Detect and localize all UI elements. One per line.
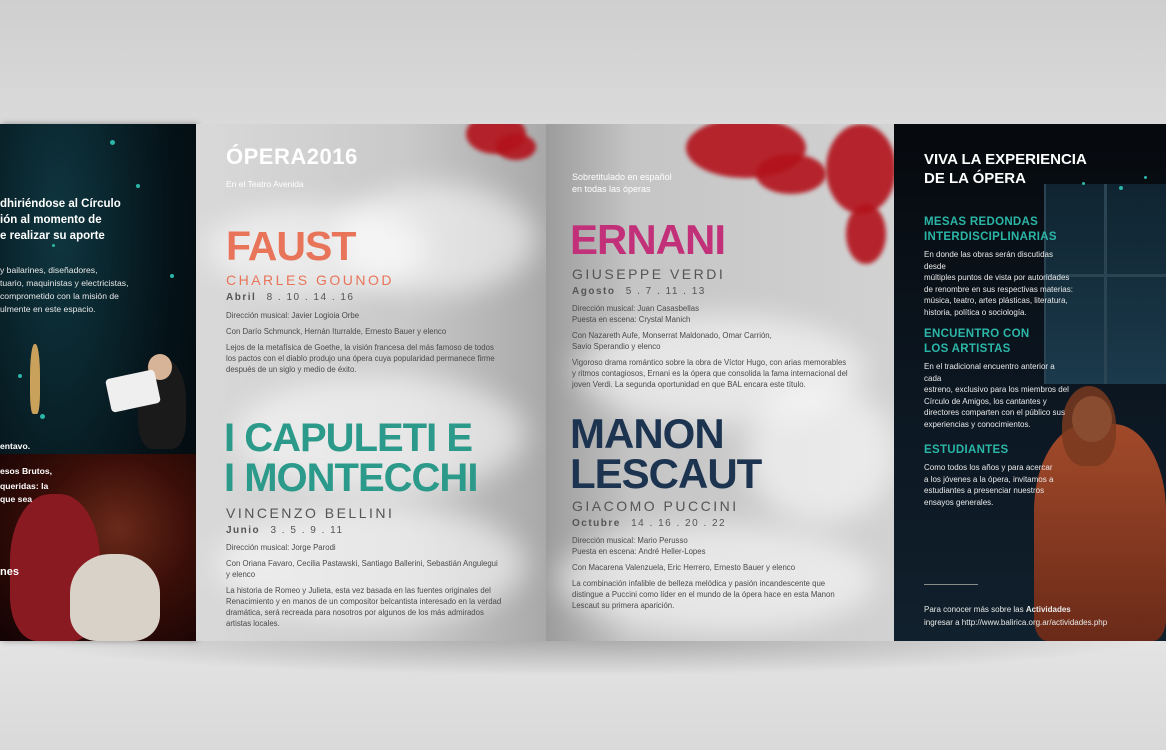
synopsis-ernani-1: Vigoroso drama romántico sobre la obra de Víctor Hugo, con arias memorables xyxy=(572,358,847,367)
subtitle-note-1: Sobretitulado en español xyxy=(572,172,672,182)
show-title-faust: FAUST xyxy=(226,223,356,269)
left-panel-fragment-2: esos Brutos, xyxy=(0,466,53,476)
synopsis-faust-3: después de un siglo y medio de éxito. xyxy=(226,365,357,374)
synopsis-capuleti-2: Renacimiento y en manos de un compositor belcantista interesado en la verdad xyxy=(226,597,502,606)
credit-capuleti-1: Dirección musical: Jorge Parodi xyxy=(226,543,336,552)
ink-splash xyxy=(756,154,826,194)
panel-heading-2: DE LA ÓPERA xyxy=(924,170,1026,187)
credit-manon-1: Dirección musical: Mario Perusso xyxy=(572,536,688,545)
dates-ernani xyxy=(572,286,706,297)
dates-capuleti xyxy=(226,525,344,536)
decor-dot xyxy=(1082,182,1085,185)
brochure-right-page xyxy=(546,124,894,641)
days-faust: 8 . 10 . 14 . 16 xyxy=(266,292,355,303)
panel-heading-1: VIVA LA EXPERIENCIA xyxy=(924,151,1087,168)
credit-ernani-3: Con Nazareth Aufe, Monserrat Maldonado, Omar Carrión, xyxy=(572,331,772,340)
section-title-mesas-1: MESAS REDONDAS xyxy=(924,216,1039,228)
credit-capuleti-2: Con Oriana Favaro, Cecilia Pastawski, Santiago Ballerini, Sebastián Angulegui xyxy=(226,559,498,568)
credit-ernani-2: Puesta en escena: Crystal Manich xyxy=(572,315,691,324)
footer-activities-bold: Actividades xyxy=(1025,605,1071,614)
left-panel-body-3: comprometido con la misión de xyxy=(0,291,119,301)
brand-title: ÓPERA2016 xyxy=(226,144,358,169)
synopsis-capuleti-3: dramática, será recreada para nosotros por algunos de los más admirados xyxy=(226,608,484,617)
month-faust: Abril xyxy=(226,292,257,303)
footer-prefix: Para conocer más sobre las xyxy=(924,605,1026,614)
synopsis-ernani-3: joven Verdi. La segunda oportunidad en que BAL encara este título. xyxy=(572,380,806,389)
decor-dot xyxy=(18,374,22,378)
section-body-estudiantes xyxy=(924,462,1074,508)
synopsis-ernani-2: y ritmos contagiosos, Ernani es la ópera que consolida la fama internacional del xyxy=(572,369,848,378)
credit-ernani-1: Dirección musical: Juan Casasbellas xyxy=(572,304,699,313)
days-manon: 14 . 16 . 20 . 22 xyxy=(631,518,727,529)
credit-capuleti-3: y elenco xyxy=(226,570,256,579)
section-body-line: En donde las obras serán discutidas desde xyxy=(924,250,1053,271)
footer-line-1 xyxy=(924,604,1144,616)
credit-faust-1: Dirección musical: Javier Logioia Orbe xyxy=(226,311,360,320)
decor-dot xyxy=(110,140,115,145)
left-panel-fragment-4: que sea xyxy=(0,494,33,504)
candelabra xyxy=(30,344,40,414)
credit-manon-2: Puesta en escena: André Heller-Lopes xyxy=(572,547,706,556)
composer-capuleti: VINCENZO BELLINI xyxy=(226,505,395,521)
composer-manon: GIACOMO PUCCINI xyxy=(572,498,739,514)
month-ernani: Agosto xyxy=(572,286,616,297)
composer-ernani: GIUSEPPE VERDI xyxy=(572,266,726,282)
decor-dot xyxy=(52,244,55,247)
window-frame xyxy=(1104,184,1107,384)
left-panel-body-1: y bailarines, diseñadores, xyxy=(0,265,98,275)
left-panel-fragment-1: entavo. xyxy=(0,441,31,451)
right-dark-panel xyxy=(894,124,1166,641)
left-panel-headline-3: e realizar su aporte xyxy=(0,230,105,242)
footer-link[interactable]: ingresar a http://www.balirica.org.ar/actividades.php xyxy=(924,618,1108,627)
show-title-ernani: ERNANI xyxy=(570,216,726,263)
section-body-line: a los jóvenes a la ópera, invitamos a xyxy=(924,474,1054,484)
synopsis-manon-3: Lescaut su primera aparición. xyxy=(572,601,675,610)
ink-splash xyxy=(826,124,894,214)
section-body-line: En el tradicional encuentro anterior a cada xyxy=(924,362,1055,383)
decor-dot xyxy=(136,184,140,188)
month-capuleti: Junio xyxy=(226,525,261,536)
section-body-line: de renombre en sus respectivas materias: xyxy=(924,284,1073,294)
days-ernani: 5 . 7 . 11 . 13 xyxy=(625,286,706,297)
section-body-line: historia, política o sociología. xyxy=(924,307,1027,317)
ink-splash xyxy=(846,204,886,264)
left-panel-headline-1: dhiriéndose al Círculo xyxy=(0,198,121,210)
synopsis-faust-2: los pactos con el diablo produjo una ópera cuya popularidad permanece firme xyxy=(226,354,495,363)
section-body-line: Círculo de Amigos, los cantantes y xyxy=(924,396,1047,406)
section-body-line: múltiples puntos de vista por autoridades xyxy=(924,273,1070,282)
dates-faust xyxy=(226,292,355,303)
synopsis-capuleti-4: artistas locales. xyxy=(226,619,280,628)
left-panel-bottom-fragment: nes xyxy=(0,566,19,578)
days-capuleti: 3 . 5 . 9 . 11 xyxy=(270,525,344,536)
section-body-line: Como todos los años y para acercar xyxy=(924,463,1053,472)
month-manon: Octubre xyxy=(572,518,621,529)
section-body-line: ensayos generales. xyxy=(924,497,994,507)
left-dark-panel xyxy=(0,124,196,641)
synopsis-capuleti-1: La historia de Romeo y Julieta, esta vez basada en las fuentes originales del xyxy=(226,586,491,595)
left-panel-body-4: ulmente en este espacio. xyxy=(0,304,96,314)
section-title-estudiantes: ESTUDIANTES xyxy=(924,444,1009,456)
show-title-capuleti-1: I CAPULETI E xyxy=(224,416,473,460)
section-body-line: música, teatro, artes plásticas, literatura, xyxy=(924,296,1068,305)
section-title-mesas-2: INTERDISCIPLINARIAS xyxy=(924,231,1057,243)
subtitle-note-2: en todas las óperas xyxy=(572,184,651,194)
cloud-decor xyxy=(746,384,894,524)
ink-splash xyxy=(496,134,536,160)
footer-divider xyxy=(924,584,978,585)
section-body-encuentro xyxy=(924,361,1074,430)
section-body-line: directores comparten con el público sus xyxy=(924,408,1065,417)
brochure-left-page xyxy=(196,124,546,641)
synopsis-faust-1: Lejos de la metafísica de Goethe, la visión francesa del más famoso de todos xyxy=(226,343,494,352)
venue-label: En el Teatro Avenida xyxy=(226,179,304,189)
dates-manon xyxy=(572,518,726,529)
left-panel-fragment-3: queridas: la xyxy=(0,481,49,491)
section-title-encuentro-2: LOS ARTISTAS xyxy=(924,343,1011,355)
decor-dot xyxy=(1119,186,1123,190)
decor-dot xyxy=(40,414,45,419)
section-body-line: estudiantes a presenciar nuestros xyxy=(924,486,1045,495)
show-title-manon-2: LESCAUT xyxy=(570,450,762,497)
credit-ernani-4: Savio Sperandio y elenco xyxy=(572,342,661,351)
composer-faust: CHARLES GOUNOD xyxy=(226,272,395,288)
section-body-mesas xyxy=(924,249,1074,318)
credit-manon-3: Con Macarena Valenzuela, Eric Herrero, Ernesto Bauer y elenco xyxy=(572,563,796,572)
decor-dot xyxy=(1144,176,1147,179)
brochure-shadow xyxy=(0,636,1166,676)
section-body-line: estreno, exclusivo para los miembros del xyxy=(924,385,1069,394)
show-title-manon-1: MANON xyxy=(570,410,724,457)
left-panel-body-2: tuario, maquinistas y electricistas, xyxy=(0,278,129,288)
section-title-encuentro-1: ENCUENTRO CON xyxy=(924,328,1030,340)
man-figure xyxy=(70,554,160,641)
show-title-capuleti-2: I MONTECCHI xyxy=(224,456,478,500)
credit-faust-2: Con Darío Schmunck, Hernán Iturralde, Ernesto Bauer y elenco xyxy=(226,327,447,336)
section-body-line: experiencias y conocimientos. xyxy=(924,419,1031,429)
synopsis-manon-2: distingue a Puccini como líder en el mundo de la ópera hace en esta Manon xyxy=(572,590,835,599)
decor-dot xyxy=(170,274,174,278)
left-panel-headline-2: ión al momento de xyxy=(0,214,102,226)
synopsis-manon-1: La combinación infalible de belleza melódica y pasión incandescente que xyxy=(572,579,826,588)
